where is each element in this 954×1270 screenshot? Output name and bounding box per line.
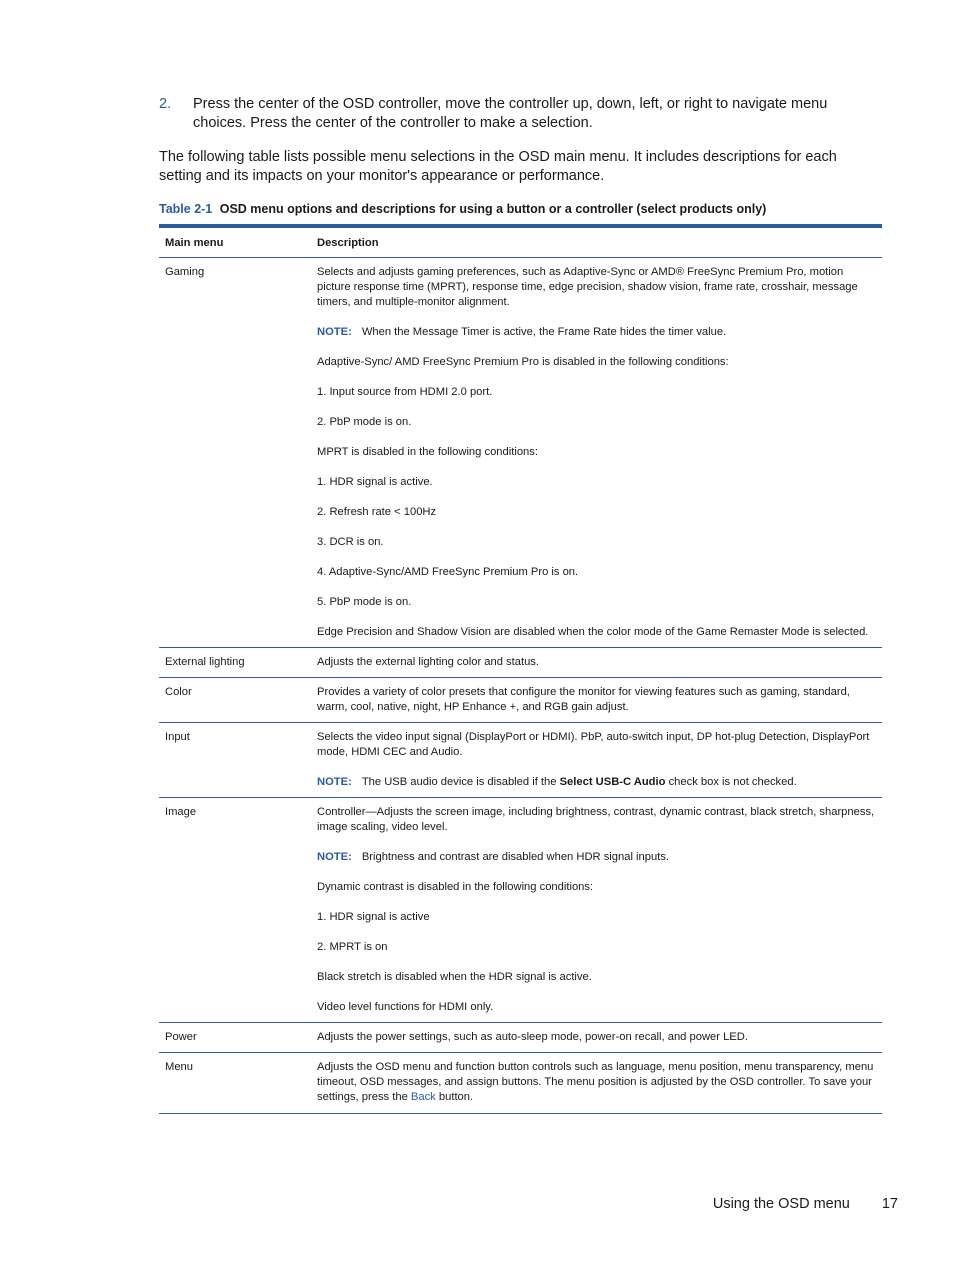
note-label: NOTE:: [317, 326, 352, 338]
cell-description: [311, 723, 882, 798]
note-text: When the Message Timer is active, the Frame Rate hides the timer value.: [361, 326, 727, 338]
note-text: Brightness and contrast are disabled when HDR signal inputs.: [361, 851, 670, 863]
step-text: Press the center of the OSD controller, move the controller up, down, left, or right to navigate menu choices. Press the center of the controller to make a selection.: [193, 96, 828, 131]
desc-text: [317, 1060, 876, 1105]
back-button-link[interactable]: Back: [410, 1091, 436, 1103]
cell-description: [311, 648, 882, 678]
desc-text-post: button.: [438, 1091, 474, 1103]
osd-menu-table: [159, 224, 882, 1114]
note: [317, 775, 876, 790]
note: [317, 850, 876, 865]
page-number: 17: [881, 1196, 898, 1212]
table-row-power: [159, 1023, 882, 1053]
table-row-gaming: [159, 258, 882, 648]
table-row-image: [159, 798, 882, 1023]
table-row-menu: [159, 1053, 882, 1114]
table-row-external-lighting: [159, 648, 882, 678]
list-item: 2. Refresh rate < 100Hz: [317, 506, 437, 518]
note-option-name: Select USB-C Audio: [559, 776, 666, 788]
note-text-post: check box is not checked.: [668, 776, 797, 788]
table-row-color: [159, 678, 882, 723]
desc-text: Black stretch is disabled when the HDR signal is active.: [317, 971, 592, 983]
list-item: 3. DCR is on.: [317, 536, 384, 548]
cell-menu-name: Image: [159, 798, 311, 1023]
footer-section-title: Using the OSD menu: [712, 1196, 850, 1212]
list-item: 2. MPRT is on: [317, 941, 388, 953]
desc-text: MPRT is disabled in the following conditions:: [317, 446, 538, 458]
cell-description: [311, 798, 882, 1023]
list-item: 2. PbP mode is on.: [317, 416, 412, 428]
desc-text: Provides a variety of color presets that configure the monitor for viewing features such as gaming, standard, warm, cool, native, night, HP Enhance +, and RGB gain adjust.: [317, 686, 850, 713]
cell-description: [311, 1023, 882, 1053]
table-caption: [159, 202, 882, 216]
page-footer: [700, 1196, 898, 1212]
list-item: 4. Adaptive-Sync/AMD FreeSync Premium Pro is on.: [317, 566, 579, 578]
table-row-input: [159, 723, 882, 798]
cell-menu-name: Menu: [159, 1053, 311, 1114]
list-item: 5. PbP mode is on.: [317, 596, 412, 608]
note-label: NOTE:: [317, 776, 352, 788]
intro-paragraph: The following table lists possible menu selections in the OSD main menu. It includes descriptions for each setting and its impacts on your monitor's appearance or performance.: [159, 149, 837, 184]
desc-text: Video level functions for HDMI only.: [317, 1001, 494, 1013]
desc-text: Adjusts the power settings, such as auto-sleep mode, power-on recall, and power LED.: [317, 1031, 748, 1043]
desc-text-pre: Adjusts the OSD menu and function button controls such as language, menu position, menu transparency, menu timeout, OSD messages, and assign buttons. The menu position is adjusted by the OSD controller. To save your settings, press the: [317, 1061, 874, 1103]
cell-menu-name: Power: [159, 1023, 311, 1053]
note: [317, 325, 876, 340]
desc-text: Selects the video input signal (DisplayPort or HDMI). PbP, auto-switch input, DP hot-plug Detection, DisplayPort mode, HDMI CEC and Audio.: [317, 731, 870, 758]
cell-menu-name: External lighting: [159, 648, 311, 678]
list-item: 1. HDR signal is active: [317, 911, 430, 923]
table-caption-label: Table 2-1: [159, 202, 213, 216]
desc-text: Dynamic contrast is disabled in the following conditions:: [317, 881, 594, 893]
desc-text: Controller—Adjusts the screen image, including brightness, contrast, dynamic contrast, black stretch, sharpness, image scaling, video level.: [317, 806, 875, 833]
table-caption-title: OSD menu options and descriptions for using a button or a controller (select products only): [219, 202, 767, 216]
note-label: NOTE:: [317, 851, 352, 863]
desc-text: Selects and adjusts gaming preferences, such as Adaptive-Sync or AMD® FreeSync Premium Pro, motion picture response time (MPRT), response time, edge precision, shadow vision, frame rate, crosshair, message timers, and multiple-monitor alignment.: [317, 266, 858, 308]
list-item: 1. Input source from HDMI 2.0 port.: [317, 386, 493, 398]
table-header-row: [159, 226, 882, 258]
header-description: Description: [311, 226, 882, 258]
cell-description: [311, 678, 882, 723]
desc-text: Adaptive-Sync/ AMD FreeSync Premium Pro is disabled in the following conditions:: [317, 356, 729, 368]
cell-description: [311, 1053, 882, 1114]
desc-text: Adjusts the external lighting color and status.: [317, 656, 540, 668]
cell-menu-name: Gaming: [159, 258, 311, 648]
cell-description: [311, 258, 882, 648]
step-2: [159, 95, 859, 133]
header-main-menu: Main menu: [159, 226, 311, 258]
list-item: 1. HDR signal is active.: [317, 476, 433, 488]
cell-menu-name: Input: [159, 723, 311, 798]
note-text-pre: The USB audio device is disabled if the: [361, 776, 557, 788]
cell-menu-name: Color: [159, 678, 311, 723]
step-number: 2.: [159, 96, 172, 112]
desc-text: Edge Precision and Shadow Vision are disabled when the color mode of the Game Remaster Mode is selected.: [317, 626, 869, 638]
